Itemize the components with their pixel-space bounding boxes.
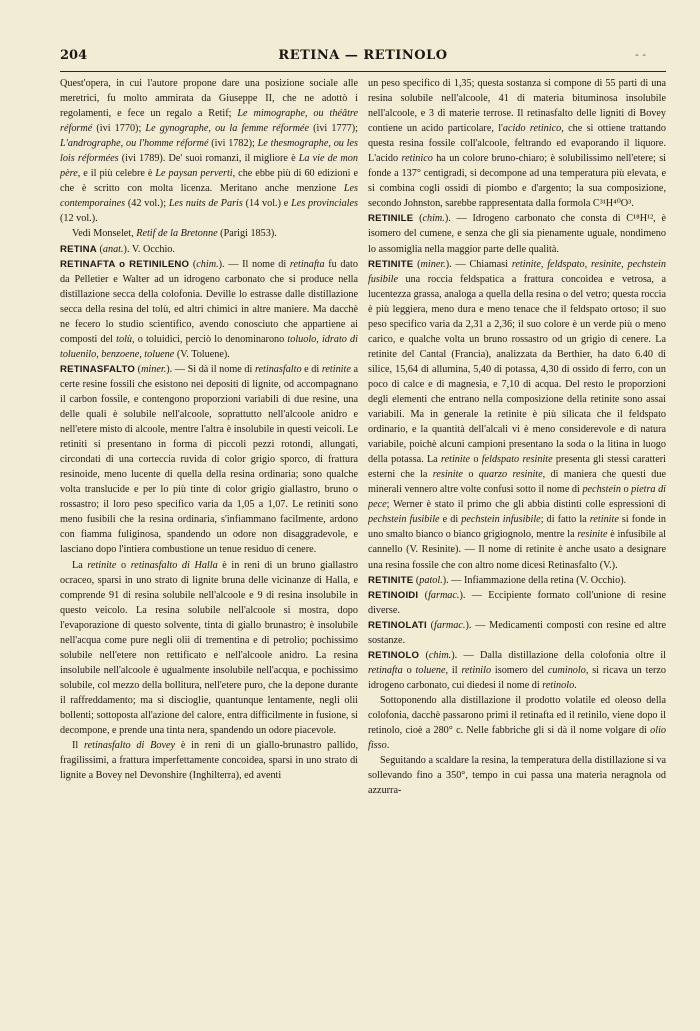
paragraph — [368, 618, 666, 648]
italic-text: toluolo, idrato di toluenilo, benzoene, toluene — [60, 333, 358, 360]
text-run: , il — [445, 664, 462, 676]
italic-text: retinasfalto — [254, 363, 302, 375]
text-run: isomero del — [491, 664, 548, 676]
italic-text: retinite — [589, 514, 619, 526]
italic-text: tolù — [116, 333, 132, 345]
text-run: ). — Dalla distillazione della colofonia oltre il — [451, 649, 666, 661]
italic-text: chim. — [422, 213, 445, 225]
text-run: o — [462, 469, 479, 481]
text-run: e di — [439, 514, 462, 526]
italic-text: olio fisso — [368, 725, 666, 752]
text-run: un peso specifico di 1,35; questa sostanza si compone di 55 parti di una resina solubile nell'alcoole, 41 di materia bituminosa insolubile nell'alcoole, e 3 di materie terrose. Il retinasfalto delle ligniti di Bovey contiene un acido particolare, l' — [368, 78, 666, 135]
italic-text: retinilo — [461, 664, 492, 676]
text-run: ). — Il nome di — [218, 258, 290, 270]
italic-text: Retif de la Bretonne — [136, 228, 218, 240]
italic-text: La vie de mon père — [60, 153, 358, 180]
italic-text: farmac. — [434, 619, 466, 631]
paragraph — [60, 76, 358, 226]
italic-text: pechstein infusibile — [461, 514, 541, 526]
italic-text: Les provinciales — [291, 198, 358, 210]
italic-text: pietra di pece — [368, 484, 666, 511]
italic-text: Le paysan perverti — [155, 168, 233, 180]
text-run: (12 vol.). — [60, 213, 98, 225]
text-run: ). — Medicamenti composti con resine ed altre sostanze. — [368, 619, 666, 646]
paragraph — [368, 211, 666, 256]
text-run: Quest'opera, in cui l'autore propone dare una posizione sociale alle meretrici, fu molto ammirata da Giuseppe II, che ne adottò i regolamenti, e fece un regalo a Retif; — [60, 78, 358, 120]
italic-text: acido retinico — [502, 123, 562, 135]
text-run: ). — Chiamasi — [445, 258, 512, 270]
paragraph — [60, 242, 358, 257]
paragraph — [368, 76, 666, 211]
text-run: La — [72, 559, 88, 571]
header-marks: - - — [635, 48, 646, 61]
page-number: 204 — [60, 48, 88, 63]
text-run: a certe resine fossili che esistono nei depositi di lignite, od accompagnano il carbon fossile, e contengono proporzioni variabili di due resine, una delle quali è solubile nell'alcoole, soprattutto nell'alcoole anidro e nell'etere misto di alcoole, mentre l'altra è insolubile in questi veicoli. Le retiniti si presentano in forma di piccoli pezzi rotondi, allungati, circondati di una corteccia ruvida di color grigio sporco, di frattura resinoide, meno lucente di quella della resina ordinaria; sono qualche volta translucide e per lo più tinte di color grigio giallastro, bruno o rossastro; il loro peso specifico varia da 1,05 a 1,07. Le retiniti sono meno fusibili che la resina ordinaria, s'infiammano facilmente, ardono con fiamma fuliginosa, spandendo un odore non disaggradevole, e lasciano dopo l'intiera combustione un tenue residuo di cenere. — [60, 363, 358, 556]
text-run: (ivi 1777); — [308, 123, 358, 135]
text-run: o — [116, 559, 131, 571]
paragraph — [368, 693, 666, 753]
text-run: e di — [301, 363, 322, 375]
text-run: ( — [419, 649, 429, 661]
entry-headword: RETINITE — [368, 258, 414, 270]
paragraph — [60, 226, 358, 241]
text-run: (42 vol.); — [125, 198, 169, 210]
text-run: è in reni di un giallo-brunastro pallido, fragilissimi, a frattura imperfettamente concoidea, sparsi in uno strato di lignite a Bovey nel Devonshire (Inghilterra), ed aventi — [60, 740, 358, 782]
italic-text: chim. — [428, 649, 452, 661]
text-run: o — [620, 484, 632, 496]
text-run: , che ebbe più di 60 edizioni e che è scritto con molta licenza. Meritano anche menzione — [60, 168, 358, 195]
italic-text: retinafta — [368, 664, 403, 676]
italic-text: retinico — [401, 153, 433, 165]
text-run: fu dato da Pelletier e Walter ad un idrogeno carbonato che si produce nella distillazione secca della colofonia. Deville lo estrasse dalle distillazione secca della resina del tolù, ed altri chimici in altre maniere. Ma dacchè ne fecero lo studio scientifico, avendo conosciuto che appartiene ai composti del — [60, 258, 358, 345]
entry-headword: RETINOIDI — [368, 589, 419, 601]
text-run: (Parigi 1853). — [217, 228, 277, 240]
text-run: , che si ottiene trattando questa resina fossile coll'alcoole, feltrando ed evaporando il liquore. L'acido — [368, 123, 666, 165]
italic-text: pechstein fusibile — [368, 514, 440, 526]
text-run: (V. Toluene). — [174, 348, 230, 360]
running-head: RETINA — RETINOLO — [278, 48, 448, 63]
entry-headword: RETINOLO — [368, 649, 420, 661]
text-run: Vedi Monselet, — [72, 228, 137, 240]
text-run: ( — [189, 258, 197, 270]
text-run: Sottoponendo alla distillazione il prodotto volatile ed oleoso della colofonia, dacchè passarono primi il retinafta ed il retinilo, viene dopo il retinolo, cioè a 280° c. Nelle fabbriche gli si dà il nome volgare di — [368, 694, 666, 737]
entry-headword: RETINAFTA o RETINILENO — [60, 258, 190, 270]
italic-text: retinasfalto di Bovey — [84, 740, 176, 752]
italic-text: retinasfalto di Halla — [130, 559, 218, 571]
text-run: ). V. Occhio. — [123, 243, 175, 255]
text-run: ). — Idrogeno carbonato che consta di C¹⁸H¹², è isomero del cumene, e senza che gli sia pienamente uguale, nondimeno lo assomiglia nella maggior parte delle qualità. — [368, 213, 666, 255]
text-run: ). — Eccipiente formato coll'unione di resine diverse. — [368, 589, 666, 616]
text-run: una roccia feldspatica a frattura concoidea e vetrosa, a lucentezza grassa, analoga a quella della resina o del vetro; questa roccia è più leggiera, meno dura e meno tenace che il feldspato ortoso; il suo peso specifico varia da 2,31 a 2,36; il suo colore è un verde più o meno carico, e qualche volta un bruno rossastro od un grigio di cenere. La retinite del Cantal (Francia), analizzata da Berthier, ha dato 6.40 di silice, 15,64 di allumina, 5,40 di potassa, 4,30 di ossido di ferro, con un poco di calce e di magnesia, e 7,10 di acqua. Del resto le proporzioni degli elementi che entrano nella composizione della retinite sono assai variabili. Ma in generale la retinite è più silicata che il feldspato ordinario, e la quantità dell'alcali vi è meno considerevole e di natura variabile, poichè alcuni campioni presentano la soda o la litina in luogo della potassa. La — [368, 273, 666, 466]
page-header — [60, 48, 666, 70]
italic-text: quarzo resinite — [478, 469, 543, 481]
text-run: ( — [413, 574, 420, 586]
italic-text: resinite — [577, 529, 608, 541]
italic-text: toluene — [415, 664, 446, 676]
text-run: ( — [96, 243, 103, 255]
paragraph — [60, 558, 358, 739]
text-run: (ivi 1782); — [208, 138, 258, 150]
paragraph — [60, 738, 358, 783]
italic-text: Les contemporaines — [60, 183, 358, 210]
text-run: . — [386, 740, 390, 752]
text-run: ( — [413, 258, 421, 270]
italic-text: miner. — [420, 258, 446, 270]
italic-text: retinolo — [542, 679, 575, 691]
italic-text: L'andrographe, ou l'homme réformé — [60, 138, 209, 150]
italic-text: feldspato resinite — [481, 454, 553, 466]
paragraph — [368, 648, 666, 693]
text-run: ; Werner è stato il primo che gli abbia distinti colle espressioni di — [386, 499, 666, 511]
paragraph — [368, 257, 666, 573]
text-run: . — [574, 679, 577, 691]
italic-text: retinafta — [289, 258, 325, 270]
text-run: si fonde in uno smalto bianco o bianco grigiognolo, mentre la — [368, 514, 666, 541]
italic-text: farmac. — [428, 589, 460, 601]
text-run: (ivi 1789). De' suoi romanzi, il migliore è — [118, 153, 299, 165]
italic-text: Les nuits de Paris — [168, 198, 243, 210]
italic-text: miner. — [141, 363, 167, 375]
italic-text: retinite, feldspato, resinite, pechstein fusibile — [368, 258, 666, 285]
italic-text: retinite — [87, 559, 117, 571]
entry-headword: RETINASFALTO — [60, 363, 136, 375]
text-run: (ivi 1770); — [92, 123, 146, 135]
italic-text: retinite — [441, 454, 471, 466]
italic-text: cuminolo — [547, 664, 586, 676]
text-run: o — [470, 454, 482, 466]
text-run: ( — [426, 619, 435, 631]
italic-text: resinite — [432, 469, 463, 481]
italic-text: Le thesmographe, ou les lois réformées — [60, 138, 358, 165]
italic-text: retinite — [321, 363, 351, 375]
paragraph — [368, 753, 666, 798]
right-column — [368, 76, 666, 996]
text-run: , o toluidici, perciò lo denominarono — [132, 333, 288, 345]
text-run: (14 vol.) e — [242, 198, 292, 210]
entry-headword: RETINA — [60, 243, 97, 255]
paragraph — [60, 362, 358, 558]
text-run: , si ricava un terzo idrogeno carbonato, cui diedesi il nome di — [368, 664, 666, 691]
text-run: ; di fatto la — [540, 514, 590, 526]
italic-text: anat. — [102, 243, 124, 255]
text-run: è infusibile al cannello (V. Resinite). — Il nome di retinite è anche usato a designare una resina fossile che con altro nome dicesi Retinasfalto (V.). — [368, 529, 666, 571]
text-run: presenta gli stessi caratteri esterni che la — [368, 454, 666, 481]
header-rule — [60, 71, 666, 72]
text-run: , e il più celebre è — [77, 168, 156, 180]
paragraph — [60, 257, 358, 362]
italic-text: pechstein — [582, 484, 621, 496]
text-run: ( — [413, 213, 423, 225]
text-run: ). — Si dà il nome di — [166, 363, 255, 375]
text-run: , di maniera che questi due minerali vennero altre volte confusi sotto il nome di — [368, 469, 666, 496]
paragraph — [368, 573, 666, 588]
entry-headword: RETINITE — [368, 574, 414, 586]
italic-text: chim. — [196, 258, 219, 270]
paragraph — [368, 588, 666, 618]
text-run: Il — [72, 740, 85, 752]
entry-headword: RETINILE — [368, 213, 414, 225]
left-column — [60, 76, 358, 996]
text-run: ha un colore bruno-chiaro; è solubilissimo nell'etere; si fonde a 137° centigradi, si decompone ad una temperatura più elevata, e si combina cogli ossidi di piombo e d'argento; la sua composizione, secondo Johnston, sarebbe rappresentata dalla formola C³¹H⁴⁰O³. — [368, 153, 666, 210]
text-run: ). — Infiammazione della retina (V. Occhio). — [442, 574, 627, 586]
italic-text: patol. — [419, 574, 443, 586]
italic-text: Le gynographe, ou la femme réformée — [145, 123, 309, 135]
text-run: ( — [418, 589, 429, 601]
text-run: è in reni di un bruno giallastro ocraceo, sparsi in uno strato di lignite bruna delle vicinanze di Halla, e comprende 91 di resina solubile nell'alcoole e 9 di resina insolubile in questo veicolo. La resina solubile nell'alcoole si mostra, dopo l'evaporazione di questo solvente, tinta di giallo brunastro; è insolubile nell'acqua come pure negli olii di trementina e di petrolio; pochissimo solubile nell'etere non rettificato e nell'alcoole anidro. La resina insolubile nell'alcoole è ugualmente insolubile nell'acqua, e pochissimo solubile, col mezzo della bollitura, nell'etere puro, che la depone durante il raffreddamento; ma si discioglie, quantunque lentamente, negli olii bollenti; sottoposta all'azione del calore, entra difficilmente in fusione, si decompone, e prende una tinta nera, spandendo un odore piacevole. — [60, 559, 358, 737]
text-run: ( — [135, 363, 142, 375]
italic-text: Le mimographe, ou théâtre réformé — [60, 108, 358, 135]
text-run: Seguitando a scaldare la resina, la temperatura della distillazione si va sollevando fino a 350°, tempo in cui passa una materia neragnola od azzurra- — [368, 755, 666, 797]
entry-headword: RETINOLATI — [368, 619, 427, 631]
text-run: o — [402, 664, 416, 676]
